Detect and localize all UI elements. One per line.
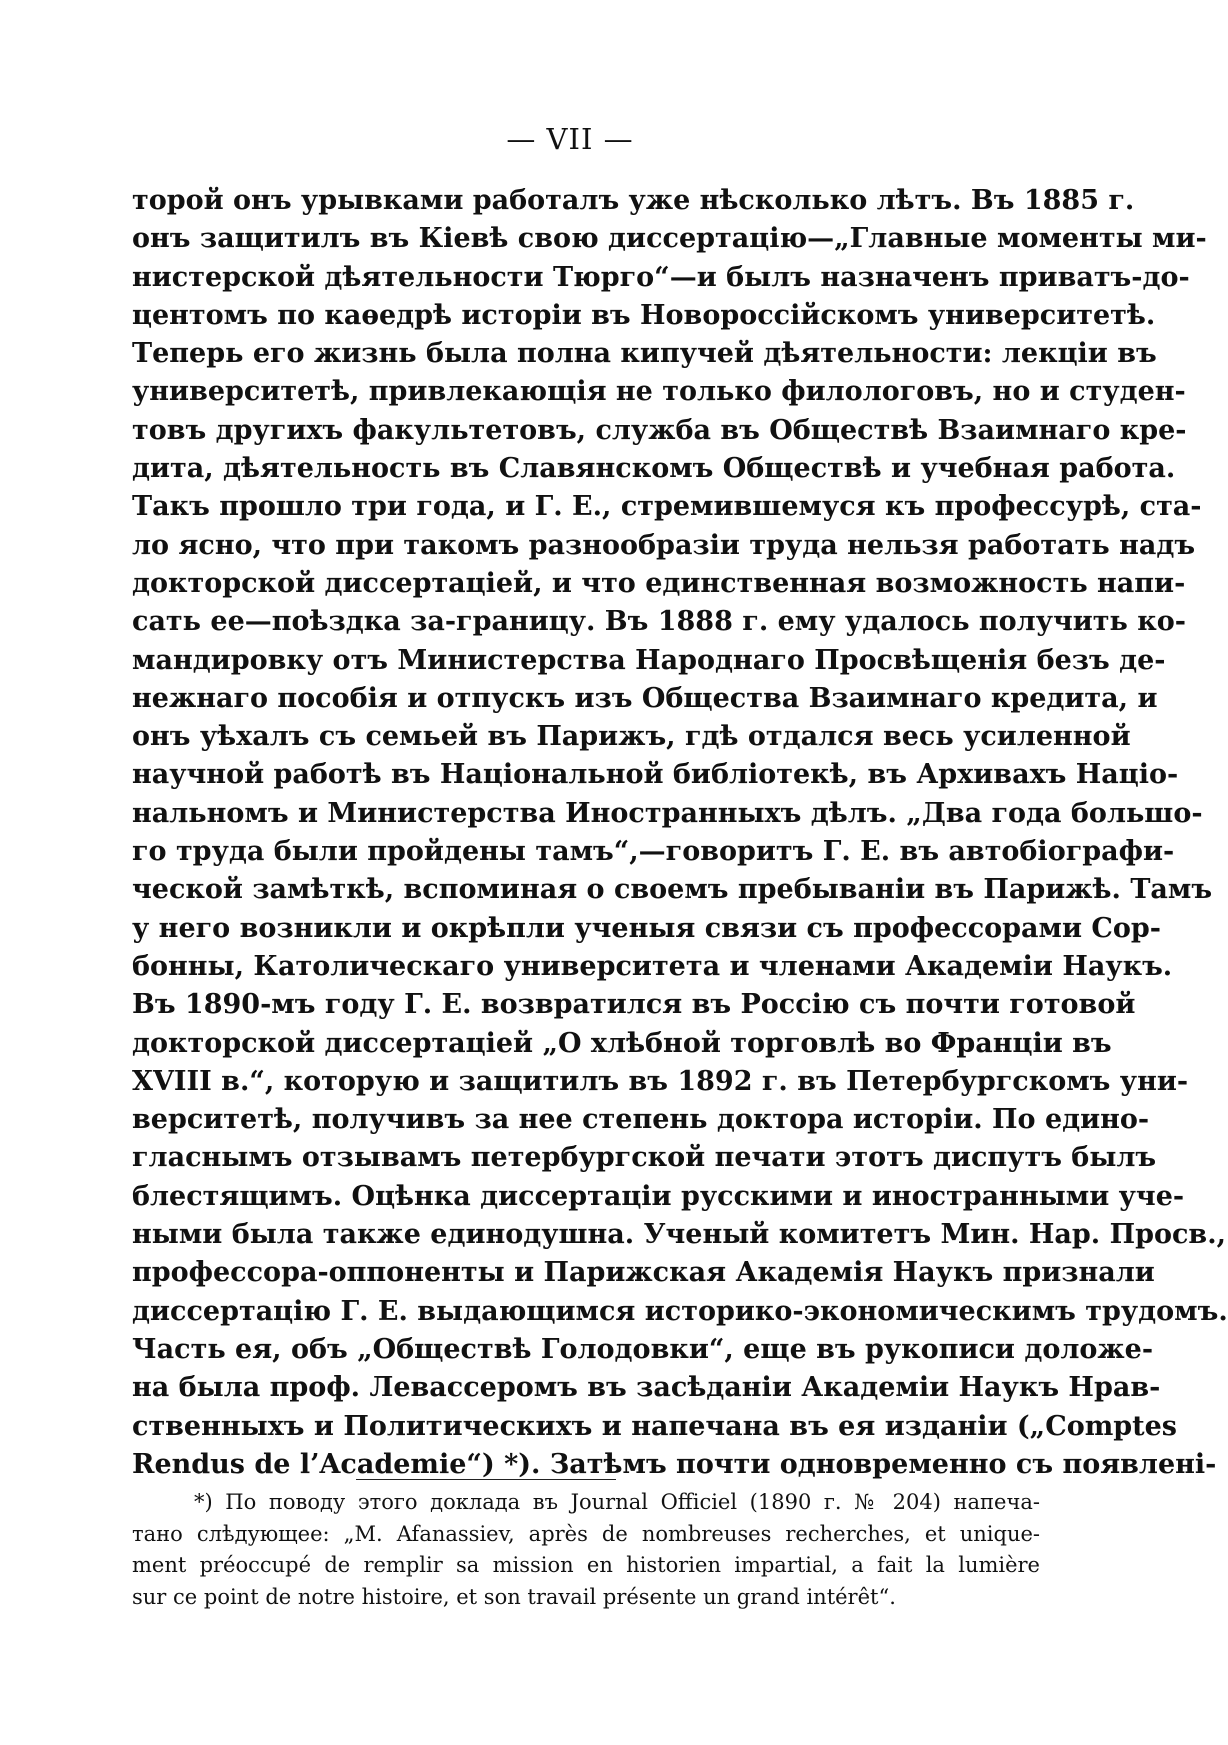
text-line: бонны, Католическаго университета и членами Академіи Наукъ. [132,950,1173,982]
footnote-line: *) По поводу этого доклада въ Journal Officiel (1890 г. № 204) напеча- [194,1490,1040,1514]
text-line: дита, дѣятельность въ Славянскомъ Обществѣ и учебная работа. [132,453,1176,485]
text-line: докторской диссертаціей, и что единственная возможность напи- [132,567,1186,599]
text-line: мандировку отъ Министерства Народнаго Просвѣщенія безъ де- [132,644,1166,676]
text-line: товъ другихъ факультетовъ, служба въ Обществѣ Взаимнаго кре- [132,414,1187,446]
text-line: Часть ея, объ „Обществѣ Голодовки“, еще въ рукописи доложе- [132,1333,1154,1365]
text-line: Теперь его жизнь была полна кипучей дѣятельности: лекціи въ [132,338,1157,370]
text-line: ными была также единодушна. Ученый комитетъ Мин. Нар. Просв., [132,1219,1226,1251]
text-line: Въ 1890-мъ году Г. Е. возвратился въ Россію съ почти готовой [132,989,1136,1021]
text-line: научной работѣ въ Національной библіотекѣ, въ Архивахъ Націо- [132,759,1179,791]
text-line: блестящимъ. Оцѣнка диссертаціи русскими и иностранными уче- [132,1180,1185,1212]
text-line: Rendus de l’Academie“) *). Затѣмъ почти одновременно съ появлені- [132,1448,1217,1480]
footnote-divider [356,1479,616,1480]
text-line: го труда были пройдены тамъ“,—говоритъ Г. Е. въ автобіографи- [132,836,1175,868]
text-line: Такъ прошло три года, и Г. Е., стремившемуся къ профессурѣ, ста- [132,491,1202,523]
text-line: онъ уѣхалъ съ семьей въ Парижъ, гдѣ отдался весь усиленной [132,721,1131,753]
footnote-line: ment préoccupé de remplir sa mission en historien impartial, a fait la lumière [132,1553,1040,1577]
body-text [132,182,1228,1484]
text-line: нистерской дѣятельности Тюрго“—и былъ назначенъ приватъ-до- [132,261,1190,293]
text-line: университетѣ, привлекающія не только филологовъ, но и студен- [132,376,1186,408]
text-line: профессора-оппоненты и Парижская Академія Наукъ признали [132,1257,1155,1289]
footnote [132,1487,1040,1613]
footnote-line: sur ce point de notre histoire, et son travail présente un grand intérêt“. [132,1584,896,1609]
text-line: ственныхъ и Политическихъ и напечана въ ея изданіи („Comptes [132,1410,1177,1442]
text-line: XVIII в.“, которую и защитилъ въ 1892 г. въ Петербургскомъ уни- [132,1065,1189,1097]
text-line: сать ее—поѣздка за-границу. Въ 1888 г. ему удалось получить ко- [132,606,1186,638]
text-line: у него возникли и окрѣпли ученыя связи съ профессорами Сор- [132,912,1162,944]
text-line: онъ защитилъ въ Кіевѣ свою диссертацію—„Главные моменты ми- [132,223,1207,255]
text-line: нальномъ и Министерства Иностранныхъ дѣлъ. „Два года большо- [132,797,1203,829]
text-line: ческой замѣткѣ, вспоминая о своемъ пребываніи въ Парижѣ. Тамъ [132,874,1213,906]
footnote-line: тано слѣдующее: „M. Afanassiev, après de nombreuses recherches, et unique- [132,1521,1040,1546]
text-line: ло ясно, что при такомъ разнообразіи труда нельзя работать надъ [132,529,1196,561]
text-line: на была проф. Левассеромъ въ засѣданіи Академіи Наукъ Нрав- [132,1372,1161,1404]
page-number: — VII — [506,122,634,156]
text-line: докторской диссертаціей „О хлѣбной торговлѣ во Франціи въ [132,1027,1112,1059]
text-line: гласнымъ отзывамъ петербургской печати этотъ диспутъ былъ [132,1142,1157,1174]
text-line: нежнаго пособія и отпускъ изъ Общества Взаимнаго кредита, и [132,682,1158,714]
text-line: верситетѣ, получивъ за нее степень доктора исторіи. По едино- [132,1104,1150,1136]
text-line: центомъ по каѳедрѣ исторіи въ Новороссійскомъ университетѣ. [132,299,1156,331]
text-line: торой онъ урывками работалъ уже нѣсколько лѣтъ. Въ 1885 г. [132,185,1135,216]
text-line: диссертацію Г. Е. выдающимся историко-экономическимъ трудомъ. [132,1295,1228,1327]
